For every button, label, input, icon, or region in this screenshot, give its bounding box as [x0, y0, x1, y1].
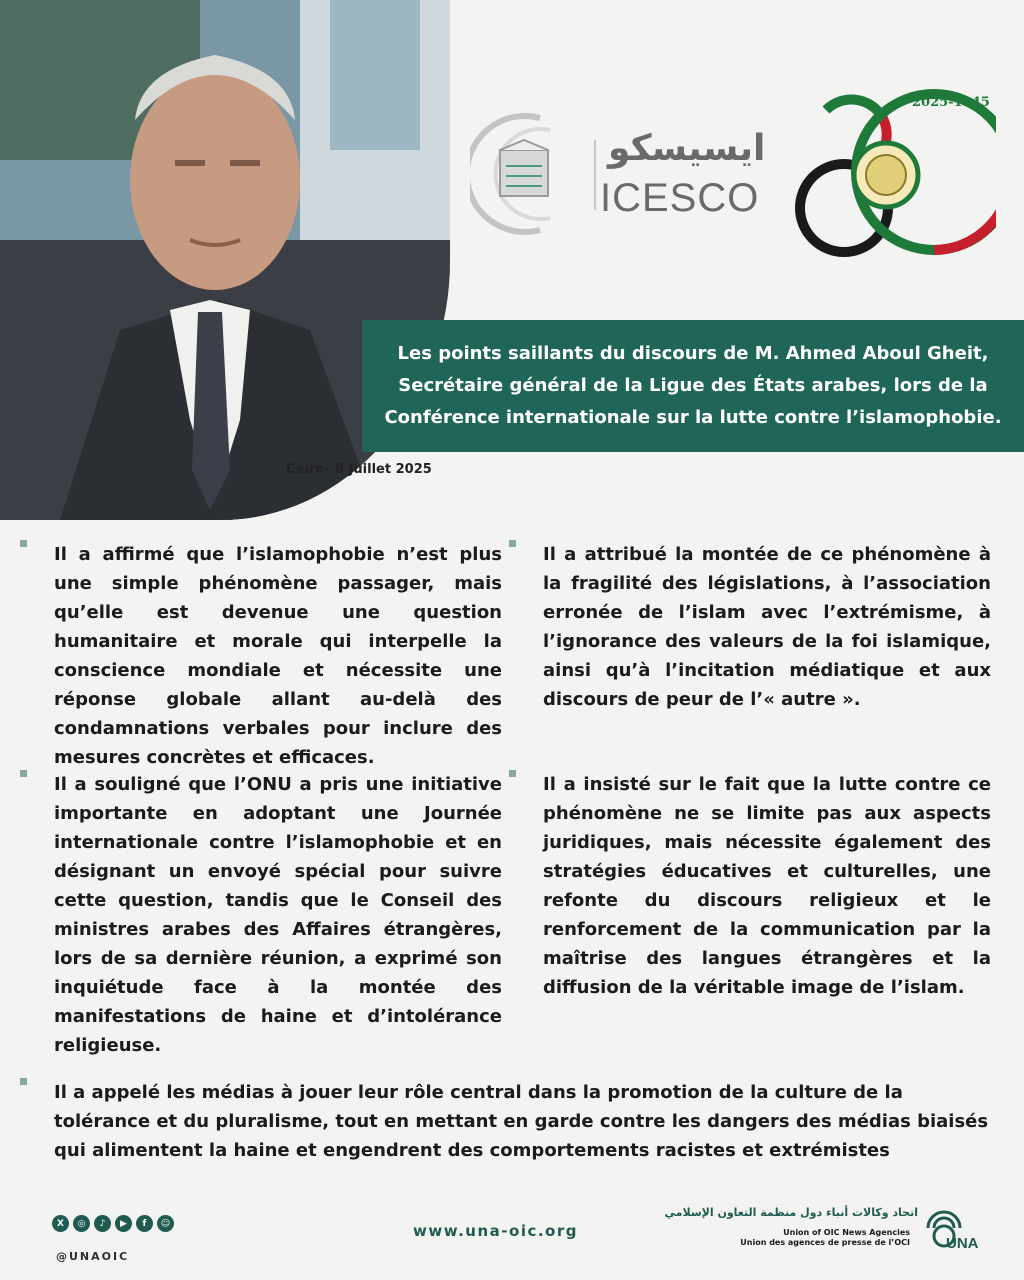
headline-banner: [362, 320, 1024, 452]
arab-league-80-anniversary-logo: [786, 80, 996, 265]
bullet-icon: [20, 540, 27, 547]
una-arabic-name: اتحاد وكالات أنباء دول منظمة التعاون الإسلامي: [664, 1206, 918, 1219]
una-mark-icon: [922, 1208, 982, 1254]
x-icon[interactable]: X: [52, 1215, 69, 1232]
facebook-icon[interactable]: f: [136, 1215, 153, 1232]
list-item: [543, 770, 991, 1002]
youtube-icon[interactable]: ▶: [115, 1215, 132, 1232]
bullet-icon: [509, 540, 516, 547]
list-item-text: Il a appelé les médias à jouer leur rôle central dans la promotion de la culture de la tolérance et du pluralisme, tout en mettant en garde contre les dangers des médias biaisés qui alimentent la haine et engendrent des comportements racistes et extrémistes: [54, 1082, 989, 1161]
snapchat-icon[interactable]: ☺: [157, 1215, 174, 1232]
list-item: [54, 540, 502, 772]
list-item-text: Il a souligné que l’ONU a pris une initiative importante en adoptant une Journée internationale contre l’islamophobie et en désignant un envoyé spécial pour suivre cette question, tandis que le Conseil des ministres arabes des Affaires étrangères, lors de sa dernière réunion, a exprimé son inquiétude face à la montée des manifestations de haine et d’intolérance religieuse.: [54, 774, 502, 1056]
tiktok-icon[interactable]: ♪: [94, 1215, 111, 1232]
list-item-text: Il a insisté sur le fait que la lutte contre ce phénomène ne se limite pas aux aspects juridiques, mais nécessite également des stratégies éducatives et culturelles, une refonte du discours religieux et le renforcement de la communication par la maîtrise des langues étrangères et la diffusion de la véritable image de l’islam.: [543, 774, 991, 998]
anniversary-years: 2025-1945: [912, 95, 990, 110]
list-item: [54, 770, 502, 1060]
social-handle: @UNAOIC: [56, 1250, 130, 1263]
dateline: Caire– 8 Juillet 2025: [286, 462, 432, 477]
una-logo-text: UNA: [946, 1235, 979, 1252]
icesco-arabic-wordmark: ايسيسكو: [608, 128, 766, 169]
instagram-icon[interactable]: ◎: [73, 1215, 90, 1232]
headline-text: Les points saillants du discours de M. Ahmed Aboul Gheit, Secrétaire général de la Ligue des États arabes, lors de la Conférence internationale sur la lutte contre l’islamophobie.: [384, 343, 1002, 428]
list-item: [543, 540, 991, 714]
icesco-logo: [470, 110, 780, 240]
website-link[interactable]: www.una-oic.org: [413, 1222, 578, 1240]
una-english-name: Union of OIC News Agencies: [783, 1228, 910, 1237]
bullet-icon: [20, 1078, 27, 1085]
list-item: [54, 1078, 994, 1165]
icesco-emblem-icon: [470, 110, 580, 238]
icesco-latin-wordmark: ICESCO: [600, 176, 760, 220]
una-french-name: Union des agences de presse de l’OCI: [740, 1238, 910, 1247]
list-item-text: Il a attribué la montée de ce phénomène à la fragilité des législations, à l’association erronée de l’islam avec l’extrémisme, à l’ignorance des valeurs de la foi islamique, ainsi qu’à l’incitation médiatique et aux discours de peur de l’« autre ».: [543, 544, 991, 710]
bullet-icon: [20, 770, 27, 777]
social-links: [52, 1215, 174, 1232]
list-item-text: Il a affirmé que l’islamophobie n’est plus une simple phénomène passager, mais qu’elle est devenue une question humanitaire et morale qui interpelle la conscience mondiale et nécessite une réponse globale allant au-delà des condamnations verbales pour inclure des mesures concrètes et efficaces.: [54, 544, 502, 768]
una-logo: [664, 1206, 982, 1256]
logo-divider: [594, 140, 596, 210]
bullet-icon: [509, 770, 516, 777]
